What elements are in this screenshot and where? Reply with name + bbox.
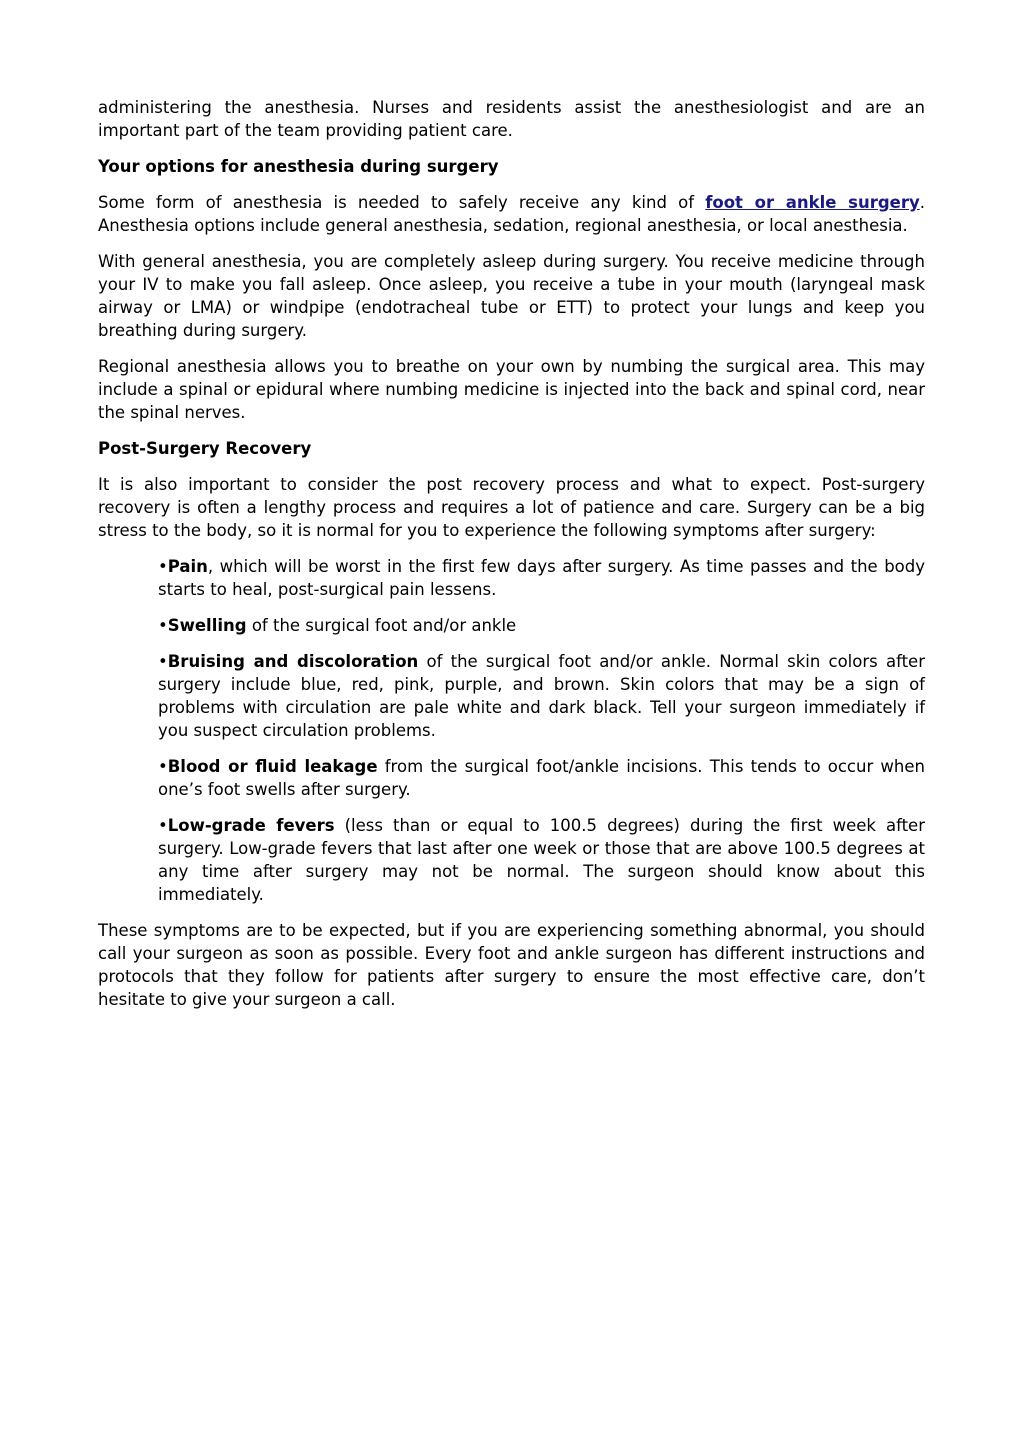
bullet-icon: • <box>158 816 168 835</box>
symptom-term: Bruising and discoloration <box>167 652 419 671</box>
symptom-term: Blood or fluid leakage <box>167 757 378 776</box>
bullet-icon: • <box>158 757 168 776</box>
closing-paragraph: These symptoms are to be expected, but if you are experiencing something abnormal, you should call your surgeon as soon as possible. Every foot and ankle surgeon has different instructions and protocols that they follow for patients after surgery to ensure the most effective care, don’t hesitate to give your surgeon a call. <box>98 921 925 1009</box>
symptom-description: of the surgical foot and/or ankle <box>246 616 517 635</box>
general-anesthesia-paragraph: With general anesthesia, you are completely asleep during surgery. You receive medicine through your IV to make you fall asleep. Once asleep, you receive a tube in your mouth (laryngeal mask airway or LMA) or windpipe (endotracheal tube or ETT) to protect your lungs and keep you breathing during surgery. <box>98 252 925 340</box>
symptom-description: of the surgical foot and/or ankle. Normal skin colors after surgery include blue, red, pink, purple, and brown. Skin colors that may be a sign of problems with circulation are pale white and dark black. Tell your surgeon immediately if you suspect circulation problems. <box>158 652 925 740</box>
regional-anesthesia-paragraph: Regional anesthesia allows you to breathe on your own by numbing the surgical area. This may include a spinal or epidural where numbing medicine is injected into the back and spinal cord, near the spinal nerves. <box>98 357 925 422</box>
options-text-before-link: Some form of anesthesia is needed to safely receive any kind of <box>98 193 706 212</box>
list-item <box>158 614 925 637</box>
symptom-description: (less than or equal to 100.5 degrees) during the first week after surgery. Low-grade fevers that last after one week or those that are above 100.5 degrees at any time after surgery may not be normal. The surgeon should know about this immediately. <box>158 816 925 904</box>
list-item <box>158 555 925 601</box>
bullet-icon: • <box>158 652 168 671</box>
list-item <box>158 755 925 801</box>
list-item <box>158 814 925 906</box>
anesthesia-options-heading: Your options for anesthesia during surgery <box>98 157 499 176</box>
options-text-after-link: . Anesthesia options include general anesthesia, sedation, regional anesthesia, or local anesthesia. <box>98 193 925 235</box>
symptom-term: Low-grade fevers <box>167 816 335 835</box>
post-surgery-recovery-heading: Post-Surgery Recovery <box>98 439 312 458</box>
symptoms-list <box>98 555 925 906</box>
symptom-description: from the surgical foot/ankle incisions. This tends to occur when one’s foot swells after surgery. <box>158 757 925 799</box>
symptom-term: Pain <box>167 557 208 576</box>
list-item <box>158 650 925 742</box>
bullet-icon: • <box>158 616 168 635</box>
bullet-icon: • <box>158 557 168 576</box>
document-page <box>98 96 925 1024</box>
symptom-description: , which will be worst in the first few days after surgery. As time passes and the body starts to heal, post-surgical pain lessens. <box>158 557 925 599</box>
anesthesia-options-paragraph <box>98 191 925 237</box>
symptom-term: Swelling <box>167 616 247 635</box>
recovery-intro-paragraph: It is also important to consider the post recovery process and what to expect. Post-surgery recovery is often a lengthy process and requires a lot of patience and care. Surgery can be a big stress to the body, so it is normal for you to experience the following symptoms after surgery: <box>98 475 925 540</box>
intro-paragraph: administering the anesthesia. Nurses and residents assist the anesthesiologist and are an important part of the team providing patient care. <box>98 98 925 140</box>
foot-ankle-surgery-link[interactable]: foot or ankle surgery <box>705 193 920 212</box>
